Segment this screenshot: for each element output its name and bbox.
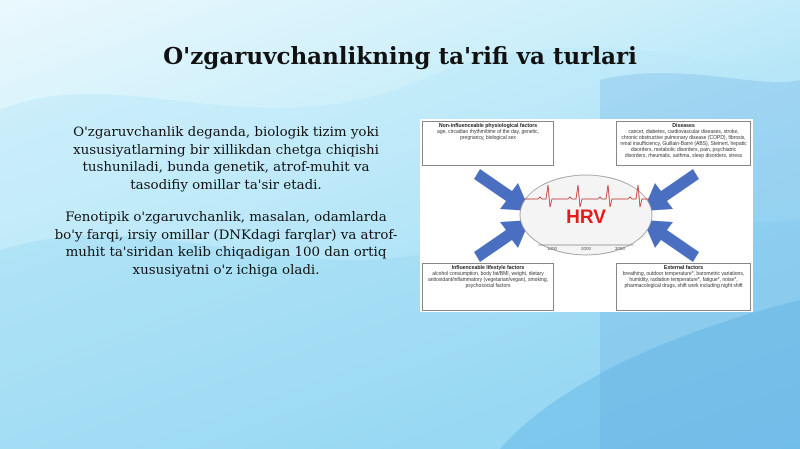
axis-tick-1: 1000 xyxy=(546,246,558,251)
box-body: age, circadian rhythm/time of the day, genetic, pregnancy, biological sex xyxy=(437,129,539,141)
box-body: alcohol consumption, body fat/BMI, weight, dietary antioxidant/inflammatory (vegetarian/vegan), smoking, psychosocial factors xyxy=(427,271,549,289)
arrow-top-left xyxy=(474,169,530,211)
arrow-bottom-left xyxy=(474,220,530,262)
paragraph-definition: O'zgaruvchanlik deganda, biologik tizim yoki xususiyatlarning bir xillikdan chetga chiqishi tushuniladi, bunda genetik, atrof-muhit va tasodifiy omillar ta'sir etadi. xyxy=(73,125,379,193)
box-heading: Influenceable lifestyle factors xyxy=(451,265,525,271)
box-non-influenceable-factors xyxy=(422,121,554,166)
box-diseases xyxy=(616,121,751,166)
box-influenceable-lifestyle-factors xyxy=(422,263,554,311)
arrow-top-right xyxy=(643,169,699,211)
body-text xyxy=(52,124,400,294)
box-heading: External factors xyxy=(663,265,704,271)
page-title: O'zgaruvchanlikning ta'rifi va turlari xyxy=(163,43,637,71)
hrv-factors-figure xyxy=(420,119,753,312)
arrow-bottom-right xyxy=(643,220,699,262)
box-heading: Diseases xyxy=(672,123,695,129)
box-heading: Non-influenceable physiological factors xyxy=(438,123,538,129)
box-body: cancer, diabetes, cardiovascular diseases, stroke, chronic obstructive pulmonary disease (COPD), fibrosis, renal insufficiency, Guillain-Barré (ABS), Steinert, hepatic disorders, metabolic disorders, pain, psychiatric disorders, rheumatic, asthma, sleep disorders, stress xyxy=(620,129,747,159)
axis-tick-3: 3000 xyxy=(614,246,626,251)
box-external-factors xyxy=(616,263,751,311)
paragraph-phenotypic: Fenotipik o'zgaruvchanlik, masalan, odamlarda bo'y farqi, irsiy omillar (DNKdagi farqlar) va atrof-muhit ta'siridan kelib chiqadigan 100 dan ortiq xususiyatni o'z ichiga oladi. xyxy=(54,210,398,278)
box-body: breathing, outdoor temperature*, barometric variations, humidity, radiation temperature*, fatigue*, noise*, pharmacological drugs, shift work including night shift xyxy=(622,271,745,289)
hrv-label: HRV xyxy=(566,207,606,228)
axis-tick-2: 2000 xyxy=(580,246,592,251)
